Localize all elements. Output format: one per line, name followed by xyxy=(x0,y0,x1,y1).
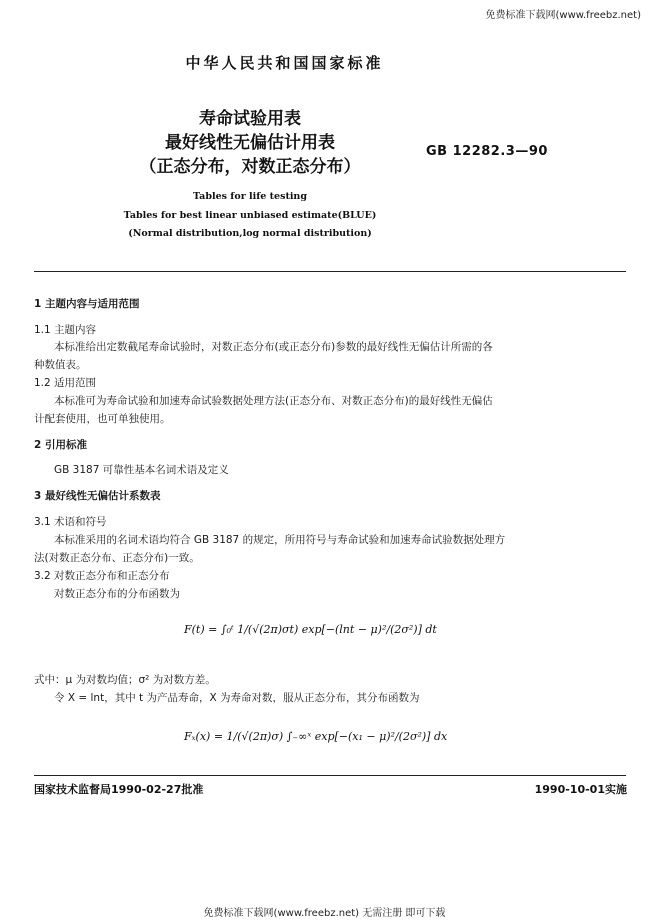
section-1-2-heading: 1.2 适用范围 xyxy=(34,377,97,389)
section-1-1-para-line-2: 种数值表。 xyxy=(34,359,87,371)
title-en-line-1: Tables for life testing xyxy=(193,191,307,202)
section-3-1-para-line-2: 法(对数正态分布、正态分布)一致。 xyxy=(34,552,200,564)
footer-rule xyxy=(34,775,626,776)
title-cn-line-2: 最好线性无偏估计用表 xyxy=(165,133,335,153)
standard-number: GB 12282.3—90 xyxy=(426,144,548,159)
section-3-2-heading: 3.2 对数正态分布和正态分布 xyxy=(34,570,170,582)
formula-normal-cdf: Fₓ(x) = 1/(√(2π)σ) ∫₋∞ˣ exp[−(x₁ − μ)²/(2σ²)] dx xyxy=(184,730,448,743)
section-1-1-para-line-1: 本标准给出定数截尾寿命试验时，对数正态分布(或正态分布)参数的最好线性无偏估计所需的各 xyxy=(54,341,493,353)
section-2-heading: 2 引用标准 xyxy=(34,439,87,451)
section-1-2-para-line-2: 计配套使用，也可单独使用。 xyxy=(34,413,171,425)
title-cn-line-1: 寿命试验用表 xyxy=(199,109,301,129)
header-rule xyxy=(34,271,626,272)
section-1-2-para-line-1: 本标准可为寿命试验和加速寿命试验数据处理方法(正态分布、对数正态分布)的最好线性无偏估 xyxy=(54,395,493,407)
reference-standard: GB 3187 可靠性基本名词术语及定义 xyxy=(54,464,229,476)
approval-date: 国家技术监督局1990-02-27批准 xyxy=(34,783,204,796)
section-3-heading: 3 最好线性无偏估计系数表 xyxy=(34,490,161,502)
watermark-bottom: 免费标准下载网(www.freebz.net) 无需注册 即可下载 xyxy=(203,908,446,919)
section-1-heading: 1 主题内容与适用范围 xyxy=(34,298,140,310)
formula-note-1: 式中：μ 为对数均值；σ² 为对数方差。 xyxy=(34,674,216,686)
section-3-2-para: 对数正态分布的分布函数为 xyxy=(54,588,180,600)
formula-note-2: 令 X = lnt，其中 t 为产品寿命，X 为寿命对数，服从正态分布，其分布函数为 xyxy=(54,692,420,704)
formula-lognormal-cdf: F(t) = ∫₀ᵗ 1/(√(2π)σt) exp[−(lnt − μ)²/(2σ²)] dt xyxy=(184,623,437,636)
section-3-1-heading: 3.1 术语和符号 xyxy=(34,516,107,528)
section-1-1-heading: 1.1 主题内容 xyxy=(34,324,97,336)
title-cn-line-3: （正态分布，对数正态分布） xyxy=(139,157,361,177)
watermark-top: 免费标准下载网(www.freebz.net) xyxy=(485,10,641,21)
title-en-line-3: (Normal distribution,log normal distribution) xyxy=(128,228,372,239)
section-3-1-para-line-1: 本标准采用的名词术语均符合 GB 3187 的规定，所用符号与寿命试验和加速寿命试验数据处理方 xyxy=(54,534,506,546)
national-standard-heading: 中华人民共和国国家标准 xyxy=(185,54,384,72)
title-en-line-2: Tables for best linear unbiased estimate(BLUE) xyxy=(123,210,377,221)
effective-date: 1990-10-01实施 xyxy=(534,783,627,796)
